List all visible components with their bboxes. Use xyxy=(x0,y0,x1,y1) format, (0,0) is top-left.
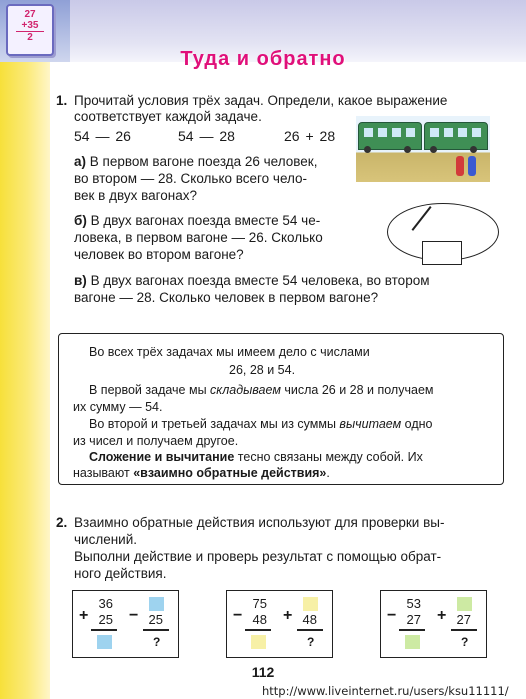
task2-line1: Взаимно обратные действия используют для проверки вы- xyxy=(74,515,445,530)
task1-b-label: б) xyxy=(74,213,87,228)
task2-line4: ного действия. xyxy=(74,566,167,581)
oval-box xyxy=(422,241,462,265)
task1-c-line1 xyxy=(74,272,430,290)
info-line5: Во второй и третьей задачах мы из суммы вычитаем одно xyxy=(89,417,433,431)
ex1-a: 36 xyxy=(98,596,113,611)
badge-top: 27 xyxy=(24,9,36,20)
page-title: Туда и обратно xyxy=(180,48,346,70)
task1-a-line2: во втором — 28. Сколько всего чело- xyxy=(74,171,308,186)
task1-c-line2: вагоне — 28. Сколько человек в первом вагоне? xyxy=(74,290,379,305)
ex3-answer-square[interactable] xyxy=(405,635,420,649)
exercise-box-2 xyxy=(226,590,333,658)
ex3-check-square[interactable] xyxy=(457,597,472,611)
task2-line2: числений. xyxy=(74,532,137,547)
task2-line3: Выполни действие и проверь результат с помощью обрат- xyxy=(74,549,442,564)
task1-b-line3: человек во втором вагоне? xyxy=(74,247,244,262)
task1-c-text1: В двух вагонах поезда вместе 54 человека, во втором xyxy=(90,273,430,288)
ex3-c: 27 xyxy=(456,612,471,627)
ex3-op2: + xyxy=(437,607,447,624)
expression-3: 26 + 28 xyxy=(284,128,336,144)
task1-b-text1: В двух вагонах поезда вместе 54 че- xyxy=(90,213,321,228)
left-decor-band xyxy=(0,0,50,699)
ex1-op2: − xyxy=(129,607,139,624)
page-number: 112 xyxy=(251,664,275,680)
train-illustration xyxy=(356,116,490,182)
task1-a-line3: век в двух вагонах? xyxy=(74,188,197,203)
task2-number: 2. xyxy=(56,515,68,530)
rule-box xyxy=(58,333,504,485)
info-subtract-word: вычитаем xyxy=(339,417,402,431)
info-line7: Сложение и вычитание тесно связаны между собой. Их xyxy=(89,450,423,464)
info-line1: Во всех трёх задачах мы имеем дело с числами xyxy=(89,345,370,359)
task1-b-line2: ловека, в первом вагоне — 26. Сколько xyxy=(74,230,323,245)
task1-number: 1. xyxy=(56,93,68,108)
exercise-box-3 xyxy=(380,590,487,658)
ex3-op1: − xyxy=(387,607,397,624)
exercise-box-1 xyxy=(72,590,179,658)
task1-b-line1 xyxy=(74,212,320,230)
ex3-question: ? xyxy=(461,635,469,649)
info-add-word: складываем xyxy=(210,383,281,397)
info-line2: 26, 28 и 54. xyxy=(229,363,296,377)
task1-a-label: а) xyxy=(74,154,87,169)
info-line8: называют «взаимно обратные действия». xyxy=(73,466,330,480)
ex2-op2: + xyxy=(283,607,293,624)
info-line3: В первой задаче мы складываем числа 26 и 28 и получаем xyxy=(89,383,434,397)
ex1-op1: + xyxy=(79,607,89,624)
task1-a-text1: В первом вагоне поезда 26 человек, xyxy=(89,154,318,169)
ex2-check-square[interactable] xyxy=(303,597,318,611)
expression-1: 54 — 26 xyxy=(74,128,131,144)
ex3-b: 27 xyxy=(406,612,421,627)
ex1-b: 25 xyxy=(98,612,113,627)
expression-2: 54 — 28 xyxy=(178,128,235,144)
task1-intro-line1: Прочитай условия трёх задач. Определи, какое выражение xyxy=(74,93,448,108)
ex2-answer-square[interactable] xyxy=(251,635,266,649)
ex1-check-square[interactable] xyxy=(149,597,164,611)
badge-mid: +35 xyxy=(16,20,44,32)
ex3-a: 53 xyxy=(406,596,421,611)
ex2-a: 75 xyxy=(252,596,267,611)
ex2-b: 48 xyxy=(252,612,267,627)
task1-a-line1 xyxy=(74,153,317,171)
badge-bottom: 2 xyxy=(27,32,33,43)
task1-intro-line2: соответствует каждой задаче. xyxy=(74,109,262,124)
source-url-watermark: http://www.liveinternet.ru/users/ksu11111/ xyxy=(262,684,509,698)
ex2-op1: − xyxy=(233,607,243,624)
ex1-answer-square[interactable] xyxy=(97,635,112,649)
ex1-question: ? xyxy=(153,635,161,649)
ex2-c: 48 xyxy=(302,612,317,627)
info-line4: их сумму — 54. xyxy=(73,400,163,414)
ex2-question: ? xyxy=(307,635,315,649)
task1-c-label: в) xyxy=(74,273,87,288)
ex1-c: 25 xyxy=(148,612,163,627)
info-line6: из чисел и получаем другое. xyxy=(73,434,239,448)
